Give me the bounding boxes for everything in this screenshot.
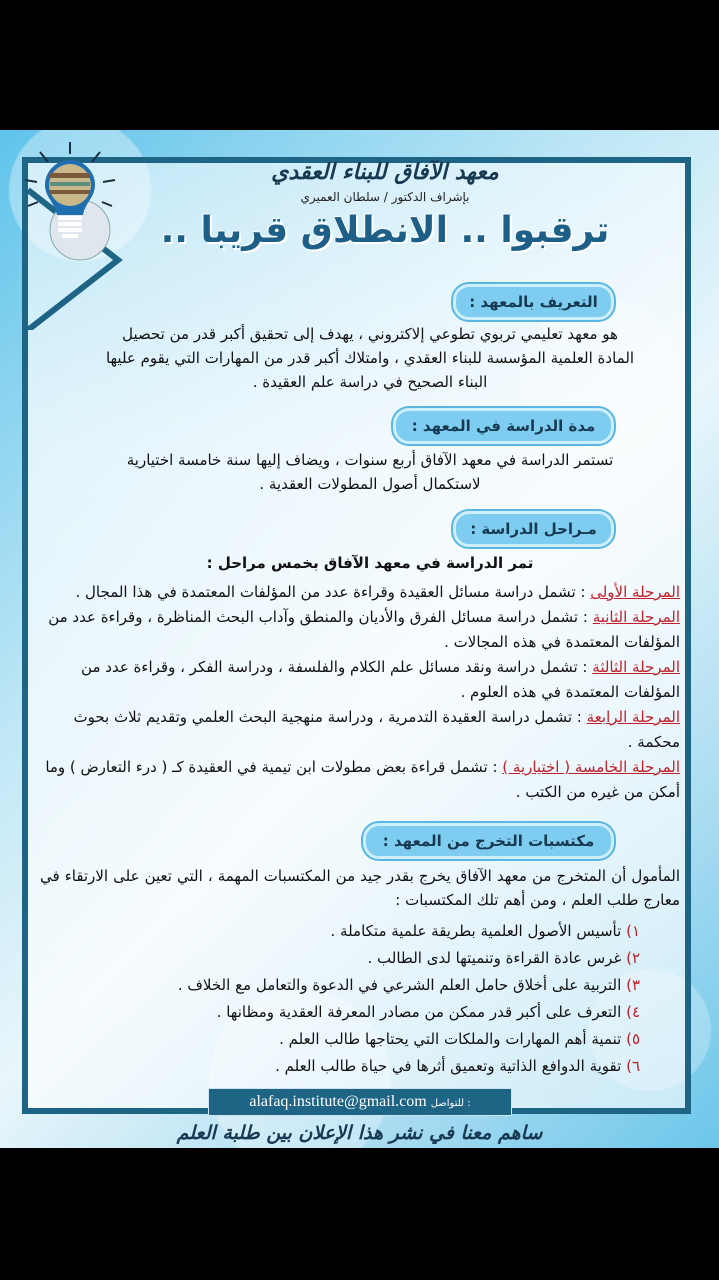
stage-item [40,655,680,705]
stage-label: المرحلة الأولى [590,583,680,601]
outcome-text: غرس عادة القراءة وتنميتها لدى الطالب . [367,949,622,967]
stage-text: : تشمل قراءة بعض مطولات ابن تيمية في العقيدة كـ ( درء التعارض ) وما أمكن من غيره من الكتب . [45,758,680,801]
section-title-stages: مـراحل الدراسة : [453,511,614,547]
duration-line: لاستكمال أصول المطولات العقدية . [259,475,481,493]
outcome-text: تقوية الدوافع الذاتية وتعميق أثرها في حياة طالب العلم . [275,1057,622,1075]
outcome-text: التربية على أخلاق حامل العلم الشرعي في الدعوة والتعامل مع الخلاف . [177,976,622,994]
stage-item [40,705,680,755]
outcome-item [178,999,640,1026]
outcome-text: تأسيس الأصول العلمية بطريقة علمية متكاملة . [330,922,622,940]
about-line: البناء الصحيح في دراسة علم العقيدة . [252,373,488,391]
stage-label: المرحلة الرابعة [586,708,680,726]
contact-box [208,1088,512,1116]
about-text [60,322,680,394]
outcome-number: ٢) [626,949,640,967]
about-line: المادة العلمية المؤسسة للبناء العقدي ، وامتلاك أكبر قدر من المهارات التي يقوم عليها [105,349,635,367]
outcome-item [178,1026,640,1053]
outcomes-list [178,918,640,1080]
stage-text: : تشمل دراسة ونقد مسائل علم الكلام والفلسفة ، ودراسة الفكر ، وقراءة عدد من المؤلفات المعتمدة في هذه العلوم . [81,658,680,701]
stage-text: : تشمل دراسة مسائل العقيدة وقراءة عدد من المؤلفات المعتمدة في هذا المجال . [75,583,586,601]
about-line: هو معهد تعليمي تربوي تطوعي إلاكتروني ، يهدف إلى تحقيق أكبر قدر من تحصيل [122,325,618,343]
institute-name: معهد الآفاق للبناء العقدي [271,160,499,185]
stage-item [40,605,680,655]
supervisor-line: بإشراف الدكتور / سلطان العميري [300,190,470,204]
outcomes-intro: المأمول أن المتخرج من معهد الآفاق يخرج بقدر جيد من المكتسبات المهمة ، التي تعين على الارتقاء في معارج طلب العلم ، ومن أهم تلك المكتسبات : [40,867,680,909]
outcome-item [178,918,640,945]
announcement-poster [0,130,719,1148]
stage-text: : تشمل دراسة مسائل الفرق والأديان والمنطق وآداب البحث المناظرة ، وقراءة عدد من المؤلفات المعتمدة في هذه المجالات . [48,608,680,651]
stages-intro: تمر الدراسة في معهد الآفاق بخمس مراحل : [206,554,534,572]
duration-line: تستمر الدراسة في معهد الآفاق أربع سنوات ، ويضاف إليها سنة خامسة اختيارية [126,451,614,469]
stage-label: المرحلة الثالثة [592,658,680,676]
lightbulb-books-logo-icon [20,140,120,270]
contact-label: للتواصل : [430,1098,471,1109]
section-title-about: التعريف بالمعهد : [453,284,614,320]
outcome-number: ٦) [626,1057,640,1075]
section-title-outcomes: مكتسبات التخرج من المعهد : [363,823,614,859]
outcome-item [178,945,640,972]
stage-label: المرحلة الثانية [592,608,680,626]
outcome-number: ٥) [626,1030,640,1048]
stage-label: المرحلة الخامسة ( اختيارية ) [502,758,680,776]
share-call-to-action: ساهم معنا في نشر هذا الإعلان بين طلبة العلم [176,1122,543,1144]
contact-email[interactable]: alafaq.institute@gmail.com [249,1093,427,1110]
outcome-item [178,972,640,999]
duration-text [60,448,680,496]
outcome-number: ٣) [626,976,640,994]
stage-item [40,580,680,605]
launch-slogan: ترقبوا .. الانطلاق قريبا .. [160,210,610,251]
stage-text: : تشمل دراسة العقيدة التدمرية ، ودراسة منهجية البحث العلمي وتقديم ثلاث بحوث محكمة . [73,708,680,751]
outcome-item [178,1053,640,1080]
outcome-text: تنمية أهم المهارات والملكات التي يحتاجها طالب العلم . [279,1030,622,1048]
section-title-duration: مدة الدراسة في المعهد : [393,408,614,444]
stages-list [40,580,680,805]
stage-item [40,755,680,805]
outcome-number: ٤) [626,1003,640,1021]
outcome-text: التعرف على أكبر قدر ممكن من مصادر المعرفة العقدية ومظانها . [216,1003,622,1021]
outcome-number: ١) [626,922,640,940]
